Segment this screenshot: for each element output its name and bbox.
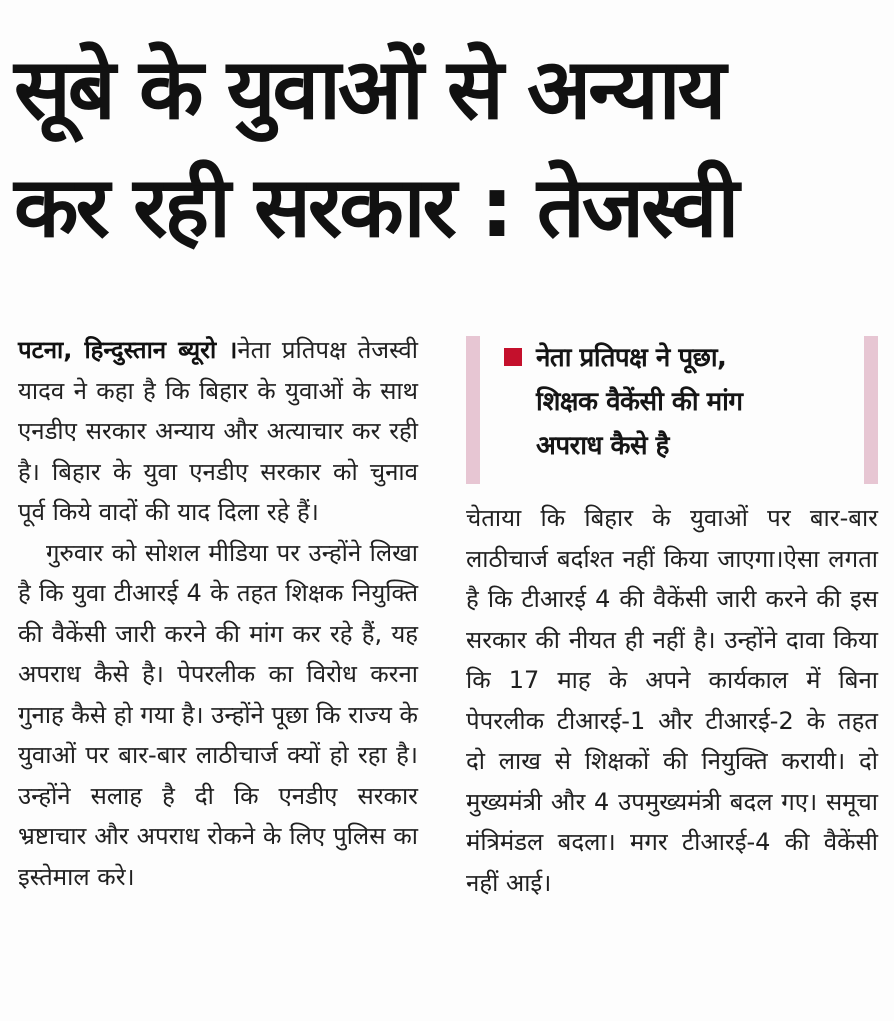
headline <box>14 30 880 266</box>
pull-quote-line-3: अपराध कैसे है <box>536 431 669 461</box>
pull-quote-text <box>536 336 846 468</box>
square-bullet-icon <box>504 348 522 366</box>
headline-line-2: कर रही सरकार : तेजस्वी <box>14 158 737 256</box>
dateline: पटना, हिन्दुस्तान ब्यूरो । <box>18 336 238 364</box>
left-column <box>18 330 418 897</box>
left-paragraph-1-text: नेता प्रतिपक्ष तेजस्वी यादव ने कहा है कि बिहार के युवाओं के साथ एनडीए सरकार अन्याय और अत्याचार कर रही है। बिहार के युवा एनडीए सरकार को चुनाव पूर्व किये वादों की याद दिला रहे हैं। <box>18 336 418 526</box>
headline-line-1: सूबे के युवाओं से अन्याय <box>14 40 724 138</box>
pull-quote-line-2: शिक्षक वैकेंसी की मांग <box>536 387 743 417</box>
pull-quote <box>466 336 878 486</box>
pull-quote-bar-left <box>466 336 480 484</box>
left-paragraph-2: गुरुवार को सोशल मीडिया पर उन्होंने लिखा है कि युवा टीआरई 4 के तहत शिक्षक नियुक्ति की वैकेंसी जारी करने की मांग कर रहे हैं, यह अपराध कैसे है। पेपरलीक का विरोध करना गुनाह कैसे हो गया है। उन्होंने पूछा कि राज्य के युवाओं पर बार-बार लाठीचार्ज क्यों हो रहा है। उन्होंने सलाह है दी कि एनडीए सरकार भ्रष्टाचार और अपराध रोकने के लिए पुलिस का इस्तेमाल करे। <box>18 538 418 891</box>
pull-quote-bar-right <box>864 336 878 484</box>
right-body <box>466 498 878 903</box>
right-paragraph-1: चेताया कि बिहार के युवाओं पर बार-बार लाठीचार्ज बर्दाश्त नहीं किया जाएगा।ऐसा लगता है कि टीआरई 4 की वैकेंसी जारी करने की इस सरकार की नीयत ही नहीं है। उन्होंने दावा किया कि 17 माह के अपने कार्यकाल में बिना पेपरलीक टीआरई-1 और टीआरई-2 के तहत दो लाख से शिक्षकों की नियुक्ति करायी। दो मुख्यमंत्री और 4 उपमुख्यमंत्री बदल गए। समूचा मंत्रिमंडल बदला। मगर टीआरई-4 की वैकेंसी नहीं आई। <box>466 504 878 897</box>
pull-quote-line-1: नेता प्रतिपक्ष ने पूछा, <box>536 343 727 373</box>
left-paragraph-1 <box>18 330 418 533</box>
right-column <box>466 336 878 903</box>
